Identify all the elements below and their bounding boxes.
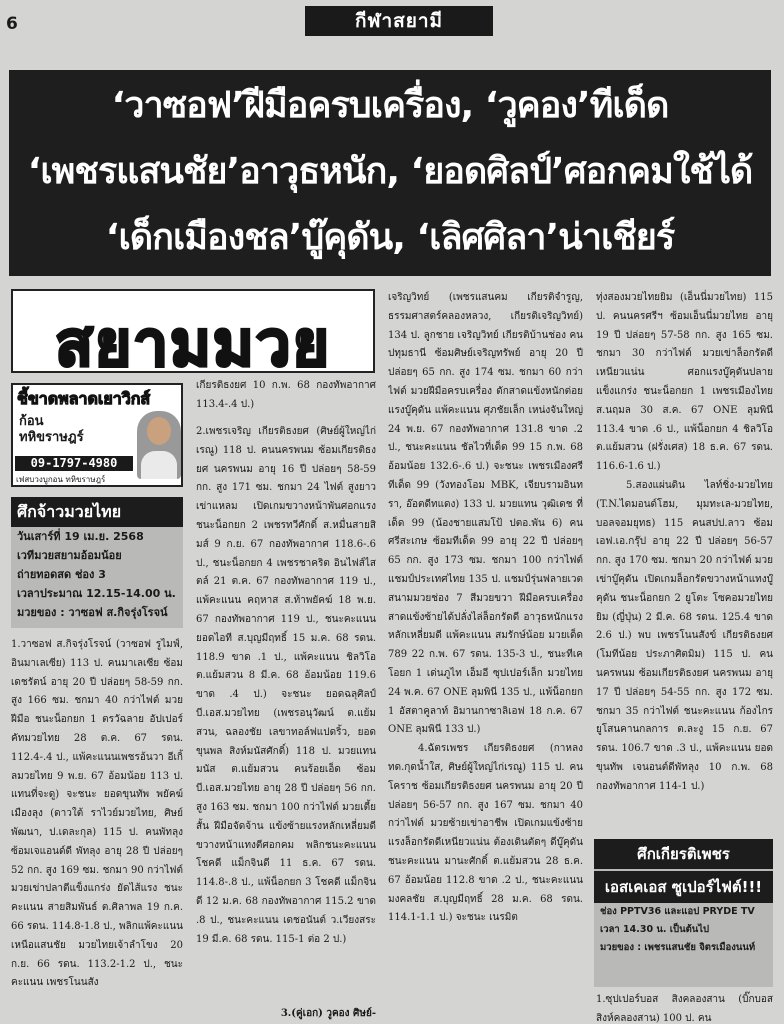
promo-time: เวลา 14.30 น. เป็นต้นไป: [600, 924, 710, 935]
columnist-facebook: เฟสบวงบูกอน ทหิขราษฎร์: [16, 475, 106, 484]
columnist-photo: [137, 411, 181, 479]
headline-banner: [9, 70, 771, 276]
columnist-name-1: ก้อน: [19, 414, 44, 429]
article-column-4-body: ทุ่งสองมวยไทยยิม (เอ็นนี่มวยไทย) 115 ป. คนนครศรีฯ ซ้อมเอ็นนี่มวยไทย อายุ 19 ปี ปล่อยๆ 57-58 กก. สูง 165 ซม. ชกมา 30 กว่าไฟต์ มวยเข่าล็อกรัดดีเหนียวแน่น ศอกแรงบู๊คุดันปลายแข็งแกร่ง ชนะน็อกยก 1 เพชรเมืองไทย ส.นฤมล 30 ส.ค. 67 ONE ลุมพินี 113.4 ขาด .6 ป., แพ้น็อกยก 4 ชิลวิโอ ต.แย้มสวน (ฝรั่งเศส) 18 ธ.ค. 67 รดน. 116.6-1.6 ป.): [596, 292, 773, 473]
columnist-name-2: ทหิขราษฎร์: [19, 430, 84, 445]
article-column-4-end: 1.ซุปเปอร์บอส สิงคลองสาน (บิ๊กบอส สิงห์คลองสาน) 100 ป. คน: [596, 994, 773, 1024]
fight-3-heading: 3.(คู่เอก) วูคอง ศิษย์-: [280, 1008, 376, 1019]
event-time: เวลาประมาณ 12.15-14.00 น.: [17, 587, 176, 600]
masthead: กีฬาสยามี: [305, 6, 493, 36]
promo-title-1: ศึกเกียรติเพชร: [594, 839, 773, 869]
article-column-1: 1.วาซอฟ ส.กิจรุ่งโรจน์ (วาซอฟ รูไมฟ์, อินมาเลเซีย) 113 ป. คนมาเลเซีย ซ้อมเดชรัตน์ อายุ 20 ปี ปล่อยๆ 58-59 กก. สูง 166 ซม. ชกมา 40 กว่าไฟต์ มวยฝีมือ ชนะน็อกยก 1 ตรวัฉลาย อัปเปอร์คัทมวยไทย 28 ต.ค. 67 รดน. 112.4-.4 ป., แพ้คะแนนเพชรอ้นวา อีเกิ้ลมวยไทย 9 พ.ย. 67 อ้อมน้อย 113 ป. แทนที่จะดู) จะชนะ ยอดขุนทัพ พยัคฆ์เมืองลุง (ดาวใต้ ราไวย์มวยไทย, ศิษย์พัฒนา, ป.เดละกุล) 115 ป. คนพัทลุง ซ้อมเจแอนด์ดี พัทลุง อายุ 28 ปี ปล่อยๆ 52 กก. สูง 169 ซม. ชกมา 90 กว่าไฟต์ มวยเข่าปลาตีแข็งแกร่ง ยัดไส้แรง ชนะคะแนน สายสิมพันธ์ ต.ศิลาพล 19 ก.ค. 66 รดน. 114.8-1.8 ป., พลิกแพ้คะแนน เหนือแสนชัย มวยไทยเจ้าลำโขง 20 ก.ย. 66 รดน. 113.2-1.2 ป., ชนะคะแนน เพชรโนนสัง: [11, 639, 183, 989]
event-broadcast: ถ่ายทอดสด ช่อง 3: [17, 568, 106, 581]
page-header-bar: [0, 0, 784, 46]
article-column-2-end: [196, 1005, 376, 1024]
article-column-2-body: 2.เพชรเจริญ เกียรติธงยศ (ศิษย์ผู้ใหญ่ไก่เรณู) 118 ป. คนนครพนม ซ้อมเกียรติธงยศ นครพนม อายุ 16 ปี ปล่อยๆ 58-59 กก. สูง 171 ซม. ชกมา 24 ไฟต์ สูงยาวเข่าแหลม เปิดเกมขวางหน้าพันศอกแรง ชนะน็อกยก 2 เพชรทวีศักดิ์ ส.หมื่นสายสิมส์ 9 ก.ย. 67 กองทัพอากาศ 118.6-.6 ป., ชนะน็อกยก 4 เพชรชาคริต อินไฟส์ไสตล์ 21 ต.ค. 67 กองทัพอากาศ 119 ป., แพ้คะแนน คฤหาส ส.ท้าพยัคฆ์ 18 พ.ย. 67 กองทัพอากาศ 119 ป., ชนะคะแนน ยอดไอที ส.บุญมีฤทธิ์ 15 ม.ค. 68 รดน. 118.9 ขาด .1 ป., แพ้คะแนน ชิลวิโอ ต.แย้มสวน 8 มี.ค. 68 อ้อมน้อย 119.6 ขาด .4 ป.) จะชนะ ยอดฉลุศิลป์ บี.เอส.มวยไทย (เพชรอนุวัฒน์ ต.แย้มสวน, ฉลองชัย เลขาทอล์ฟแปดริ้ว, ยอดขุนพล สิงห์มนัสศักดิ์) 118 ป. มวยแทน มนัส ต.แย้มสวน คนร้อยเอ็ด ซ้อม บี.เอส.มวยไทย อายุ 28 ปี ปล่อยๆ 56 กก. สูง 163 ซม. ชกมา 100 กว่าไฟต์ มวยเตี้ยสั้น ฝีมือจัดจ้าน แข้งซ้ายแรงหลักเหลี่ยมดี ขวางหน้าแทงตีศอกคม พลิกชนะคะแนน โชคดี แม็กจินดี 11 ธ.ค. 67 รดน. 114.8-.8 ป., แพ้น็อกยก 3 โชคดี แม็กจินดี 12 ม.ค. 68 กองทัพอากาศ 115.2 ขาด .8 ป., ชนะคะแนน เดชอนันต์ ว.เวียงสระ 19 มี.ค. 68 รดน. 115-1 ต่อ 2 ป.): [196, 426, 376, 945]
article-column-4-body-b: 5.สองแผ่นดิน ไลท์ชิ่ง-มวยไทย (T.N.ไดมอนด์โฮม, มุมทะเล-มวยไทย, บอลจอมยุทธ) 115 คนสปป.ลาว ซ้อมเอฟ.เอ.กรุ๊ป อายุ 22 ปี ปล่อยๆ 56-57 กก. สูง 170 ซม. ชกมา 20 กว่าไฟต์ มวยเข่าบู๊คุดัน เปิดเกมล็อกรัดขวางหน้าแทงบู๊คุดัน ชนะน็อกยก 2 ยูโตะ โซคอมวยไทยยิม (ญี่ปุ่น) 2 มี.ค. 68 รดน. 125.4 ขาด 2.6 ป.) พบ เพชรโนนสังข์ เกียรติธงยศ (โมทีน้อย ประภาศิตมิม) 115 ป. คนนครพนม ซ้อมเกียรติธงยศ นครพนม อายุ 17 ปี ปล่อยๆ 54-55 กก. สูง 172 ซม. ชกมา 35 กว่าไฟต์ ชนะคะแนน ก้องไกร ยูโสนคานกลการ ต.ละงู 15 ก.ย. 67 รดน. 106.7 ขาด .3 ป., แพ้คะแนน ยอดขุนทัพ เจนอนต์ดีพัทลุง 10 ก.พ. 68 กองทัพอากาศ 114-1 ป.): [596, 479, 773, 792]
headline-line-1: ‘วาซอฟ’ฝีมือครบเครื่อง, ‘วูคอง’ทีเด็ด: [111, 85, 669, 126]
column-logo: [11, 289, 375, 380]
headline-line-3: ‘เด็กเมืองชล’บู๊คุดัน, ‘เลิศศิลา’น่าเชียร์: [105, 217, 675, 258]
event-promoter: มวยของ : วาซอฟ ส.กิจรุ่งโรจน์: [17, 606, 168, 619]
article-column-4: [596, 289, 773, 809]
columnist-title: ชี้ขาดพลาดเยาวิกส์: [17, 389, 151, 408]
article-column-3-body-b: 4.ฉัตรเพชร เกียรติธงยศ (กาหลง ทด.กุดน้ำใส, ศิษย์ผู้ใหญ่ไก่เรณู) 115 ป. คนโคราช ซ้อมเกียรติธงยศ นครพนม อายุ 20 ปี ปล่อยๆ 56-57 กก. สูง 167 ซม. ชกมา 40 กว่าไฟต์ มวยซ้ายเข่าอาชีพ เปิดเกมแข้งซ้ายแรงล็อกรัดดีเหนียวแน่น ต้องเดินตัดๆ ดีบู๊คุดัน ชนะคะแนน มานะศักดิ์ ต.แย้มสวน 28 ธ.ค. 67 อ้อมน้อย 112.8 ขาด .2 ป., ชนะคะแนน มงคลชัย ส.บุญมีฤทธิ์ 28 ม.ค. 68 รดน. 114.1-1.1 ป.) จะชนะ เนรมิต: [388, 743, 583, 924]
column-logo-text: สยามมวย: [55, 307, 331, 380]
article-column-3: [388, 289, 583, 1024]
promo-channel: ช่อง PPTV36 และแอป PRYDE TV: [600, 906, 755, 917]
event-venue: เวทีมวยสยามอ้อมน้อย: [17, 549, 122, 562]
columnist-box: [11, 383, 183, 487]
article-column-3-body: เจริญวิทย์ (เพชรแสนคม เกียรติจำรูญ, ธรรมศาสตร์คลองหลวง, เกียรติเจริญวิทย์) 134 ป. ลูกชาย เจริญวิทย์ เกียรติบ้านช่อง คนปทุมธานี ซ้อมศิษย์เจริญทรัพย์ อายุ 20 ปี ปล่อยๆ 65 กก. สูง 174 ซม. ชกมา 60 กว่าไฟต์ มวยฝีมือครบเครื่อง ดักสาดแข้งหนักต่อยแรงบู๊คุดัน แพ้คะแนน ศุภชัยเล็ก เหน่งจันใหญ่ 24 พ.ย. 67 กองทัพอากาศ 131.8 ขาด .2 ป., ชนะคะแนน ชัลไวที่เด็ด 99 15 ก.พ. 68 อ้อมน้อย 132.6-.6 ป.) จะชนะ เพชรเมืองศรี ทีเด็ด 99 (วังทองโอม MBK, เจียบรามอินทรา, อ๊อตดีทแดง) 133 ป. มวยแทน วุฒิเดช ที่เด็ด 99 (น้องชายแสมโป้ ปตอ.พัน 6) คนศรีสะเกษ ซ้อมทีเด็ด 99 อายุ 22 ปี ปล่อยๆ 65 กก. สูง 173 ซม. ชกมา 100 กว่าไฟต์ แชมป์ประเทศไทย 135 ป. แชมป์รุ่นฟลายเวต สนามมวยช่อง 7 สีมวยขวา ฝีมือครบเครื่อง สาดแข้งซ้ายได้ปลั่งไล่ล็อกรัดดี อาวุธหนักแรงหลักเหลี่ยมดี แพ้คะแนน สมรักษ์น้อย มวยเด็ด 789 22 ก.พ. 67 รดน. 135-3 ป., ชนะทีเคโอยก 1 เด่นภูไท เอ็มอี ซุปเปอร์เล็ก มวยไทย 24 พ.ค. 67 ONE ลุมพินี 135 ป., แพ้น็อกยก 1 อัสตาคูลาท์ อิมานกาซาลิเอฟ 18 ก.ค. 67 ONE ลุมพินี 133 ป.): [388, 292, 583, 736]
headline-line-2: ‘เพชรแสนชัย’อาวุธหนัก, ‘ยอดศิลป์’ศอกคมใช้ได้: [27, 151, 753, 192]
page-number: 6: [6, 14, 18, 34]
article-column-2-top: เกียรติธงยศ 10 ก.พ. 68 กองทัพอากาศ 113.4-.4 ป.): [196, 380, 376, 410]
promo-promoter: มวยของ : เพชรแสนชัย จิตรเมืองนนท์: [600, 942, 756, 953]
event-box: [11, 497, 183, 628]
event-date: วันเสาร์ที่ 19 เม.ย. 2568: [17, 530, 144, 543]
promo-box: [594, 839, 773, 987]
promo-title-2: เอสเคเอส ซูเปอร์ไฟต์!!!: [594, 871, 773, 903]
columnist-phone: 09-1797-4980: [15, 456, 133, 471]
article-column-2: [196, 423, 376, 1005]
event-title: ศึกจ้าวมวยไทย: [11, 497, 183, 527]
